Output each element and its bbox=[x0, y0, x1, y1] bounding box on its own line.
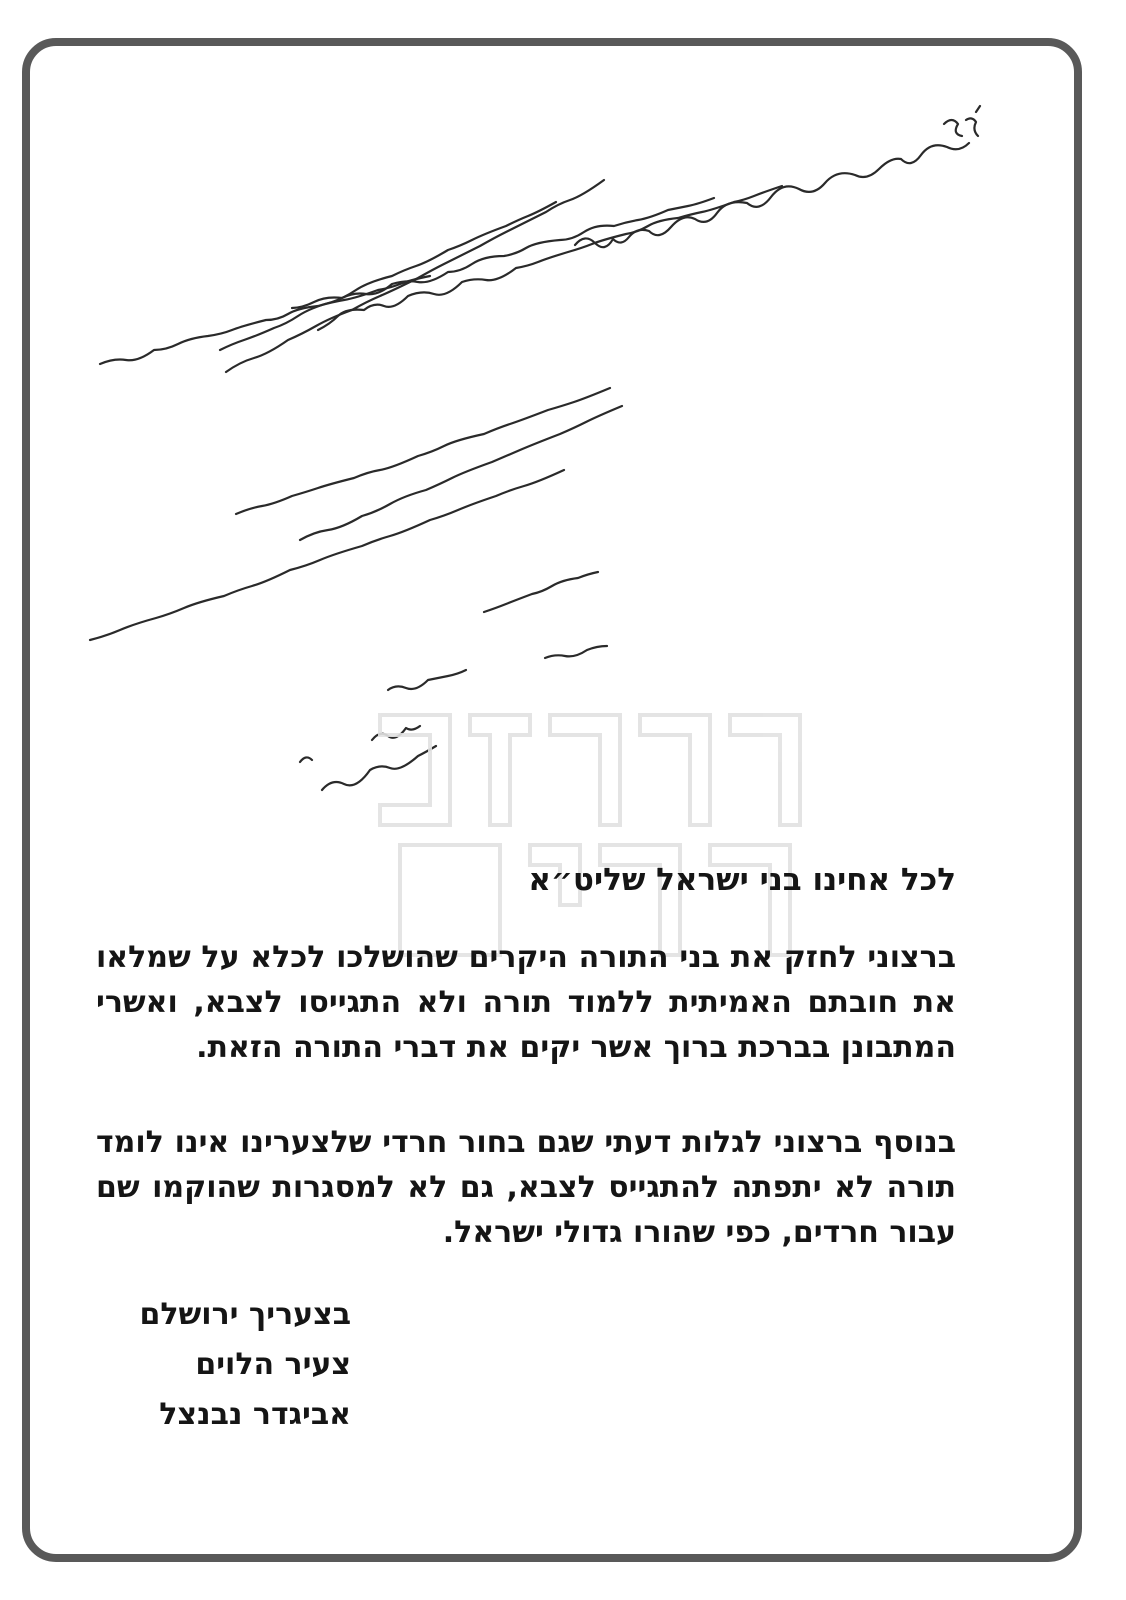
letter-greeting: לכל אחינו בני ישראל שליט״א bbox=[528, 862, 956, 898]
signature-line-1: בצעריך ירושלם bbox=[139, 1297, 351, 1332]
letter-paragraph-1: ברצוני לחזק את בני התורה היקרים שהושלכו לכלא על שמלאו את חובתם האמיתית ללמוד תורה ולא התגייסו לצבא, ואשרי המתבונן בברכת ברוך אשר יקים את דברי התורה הזאת. bbox=[96, 940, 956, 1065]
signature-line-2: צעיר הלוים bbox=[195, 1347, 351, 1382]
letter-paragraph-2: בנוסף ברצוני לגלות דעתי שגם בחור חרדי שלצערינו אינו לומד תורה לא יתפתה להתגייס לצבא, גם לא למסגרות שהוקמו שם עבור חרדים, כפי שהורו גדולי ישראל. bbox=[96, 1125, 956, 1250]
letter-signature bbox=[139, 1290, 351, 1440]
watermark-logo bbox=[370, 705, 820, 965]
signature-line-3: אביגדר נבנצל bbox=[159, 1397, 351, 1432]
